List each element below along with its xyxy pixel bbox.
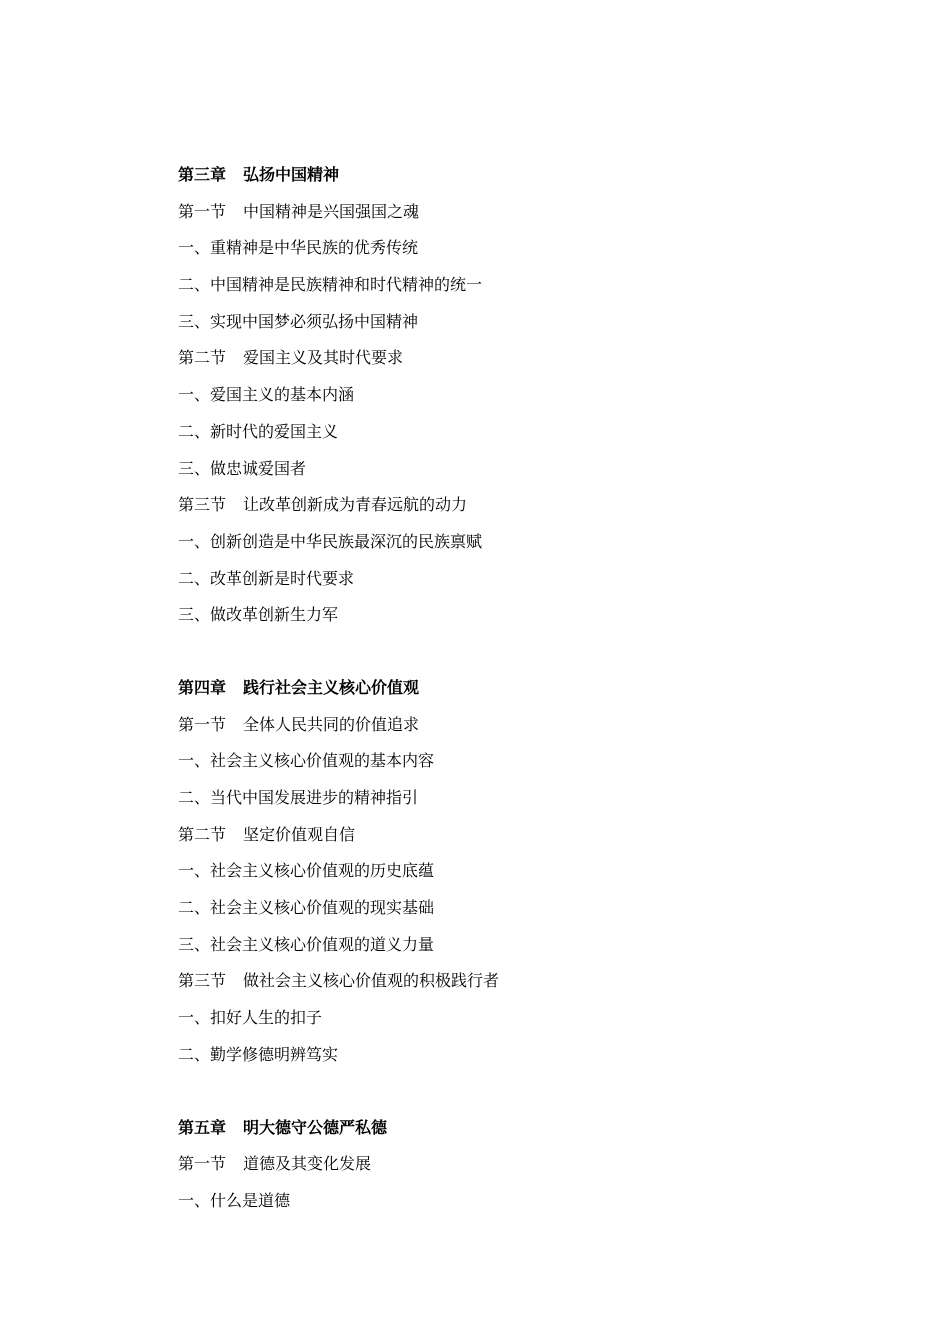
chapter-title [178,157,878,194]
outline-item: 一、重精神是中华民族的优秀传统 [178,238,419,258]
outline-item: 二、改革创新是时代要求 [178,568,355,588]
chapter-number: 第五章 [178,1117,227,1137]
outline-item: 一、爱国主义的基本内涵 [178,385,355,405]
outline-item: 二、社会主义核心价值观的现实基础 [178,898,435,918]
section-number: 第三节 [178,971,227,991]
section-number: 第一节 [178,1154,227,1174]
outline-item: 一、社会主义核心价值观的历史底蕴 [178,861,435,881]
outline-item: 三、做改革创新生力军 [178,605,339,625]
section-heading [178,1146,878,1183]
chapter-number: 第四章 [178,677,227,697]
outline-item: 一、社会主义核心价值观的基本内容 [178,751,435,771]
chapter-name: 弘扬中国精神 [243,165,340,184]
section-title: 全体人民共同的价值追求 [243,714,420,734]
section-title: 让改革创新成为青春远航的动力 [243,495,468,515]
outline-item: 三、做忠诚爱国者 [178,458,307,478]
outline-item: 二、当代中国发展进步的精神指引 [178,788,419,807]
outline-item: 三、实现中国梦必须弘扬中国精神 [178,311,419,331]
section-heading [178,194,878,231]
outline-item: 二、勤学修德明辨笃实 [178,1044,339,1064]
section-heading [178,487,878,524]
outline-item: 二、新时代的爱国主义 [178,421,339,441]
chapter-name: 践行社会主义核心价值观 [243,677,420,697]
section-title: 做社会主义核心价值观的积极践行者 [243,971,500,991]
section-heading [178,817,878,854]
outline-item: 一、什么是道德 [178,1190,291,1210]
chapter-title [178,1110,878,1147]
document-page [178,157,878,1220]
section-heading [178,707,878,744]
section-number: 第二节 [178,824,227,844]
chapter-title [178,670,878,707]
section-title: 道德及其变化发展 [243,1154,372,1174]
chapter-3 [178,157,878,634]
section-number: 第二节 [178,348,227,368]
outline-item: 一、创新创造是中华民族最深沉的民族禀赋 [178,531,483,551]
chapter-5 [178,1110,878,1220]
section-heading [178,963,878,1000]
chapter-4 [178,670,878,1074]
section-title: 爱国主义及其时代要求 [243,348,404,368]
section-title: 中国精神是兴国强国之魂 [243,201,420,221]
chapter-number: 第三章 [178,165,227,184]
outline-item: 一、扣好人生的扣子 [178,1008,323,1028]
section-number: 第一节 [178,201,227,221]
outline-item: 三、社会主义核心价值观的道义力量 [178,934,435,954]
section-number: 第一节 [178,714,227,734]
section-number: 第三节 [178,495,227,515]
section-heading [178,340,878,377]
chapter-name: 明大德守公德严私德 [243,1117,388,1137]
outline-item: 二、中国精神是民族精神和时代精神的统一 [178,275,483,295]
section-title: 坚定价值观自信 [243,824,356,844]
